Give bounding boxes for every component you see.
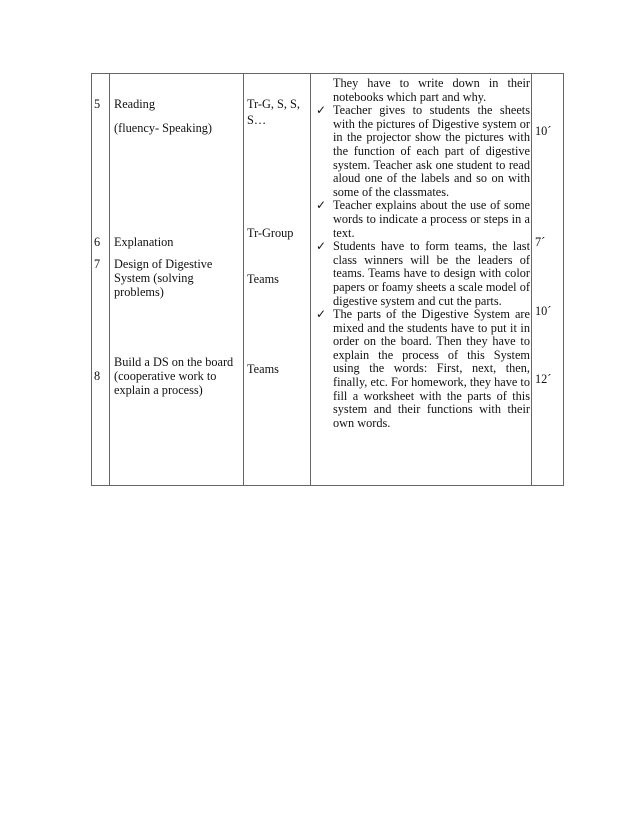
activity-description [316,77,530,430]
checkmark-icon: ✓ [316,239,327,254]
activity-name: System (solving [114,271,194,285]
row-number: 5 [94,97,101,111]
grouping: Tr-Group [247,226,294,240]
bullet-text: The parts of the Digestive System are mixed and the students have to put it in order on the board. Then they have to explain the process of this System using the words: First, next, then, finally, etc. For homework, they have to fill a worksheet with the parts of this system and their functions with their own words. [333,307,530,430]
description-bullet [316,308,530,430]
time: 10´ [535,304,552,318]
description-bullet [316,240,530,308]
activity-name: explain a process) [114,383,203,397]
activity-name: problems) [114,285,164,299]
bullet-text: Students have to form teams, the last class winners will be the leaders of teams. Teams have to design with color papers or foamy sheets a scale model of digestive system and cut the parts. [333,239,530,308]
activity-name: (cooperative work to [114,369,217,383]
lesson-plan-table [91,73,564,486]
activity-name: Reading [114,97,155,111]
row-number: 6 [94,235,101,249]
time: 12´ [535,372,552,386]
time: 7´ [535,235,546,249]
description-intro: They have to write down in their notebooks which part and why. [333,76,530,104]
activity-name: (fluency- Speaking) [114,121,212,135]
grouping: Teams [247,272,279,286]
grouping: Teams [247,362,279,376]
row-number: 7 [94,257,101,271]
column-divider [310,74,311,485]
column-divider [243,74,244,485]
grouping: Tr-G, S, S, [247,97,300,111]
time: 10´ [535,124,552,138]
bullet-text: Teacher gives to students the sheets with the pictures of Digestive system or in the projector show the pictures with the function of each part of digestive system. Teacher ask one student to read aloud one of the labels and so on with some of the classmates. [333,103,530,199]
checkmark-icon: ✓ [316,198,327,213]
activity-name: Explanation [114,235,174,249]
checkmark-icon: ✓ [316,307,327,322]
column-divider [109,74,110,485]
row-number: 8 [94,369,101,383]
activity-name: Design of Digestive [114,257,213,271]
bullet-text: Teacher explains about the use of some words to indicate a process or steps in a text. [333,198,530,240]
activity-name: Build a DS on the board [114,355,234,369]
description-bullet [316,199,530,240]
checkmark-icon: ✓ [316,103,327,118]
column-divider [531,74,532,485]
description-bullet [316,104,530,199]
grouping: S… [247,113,267,127]
